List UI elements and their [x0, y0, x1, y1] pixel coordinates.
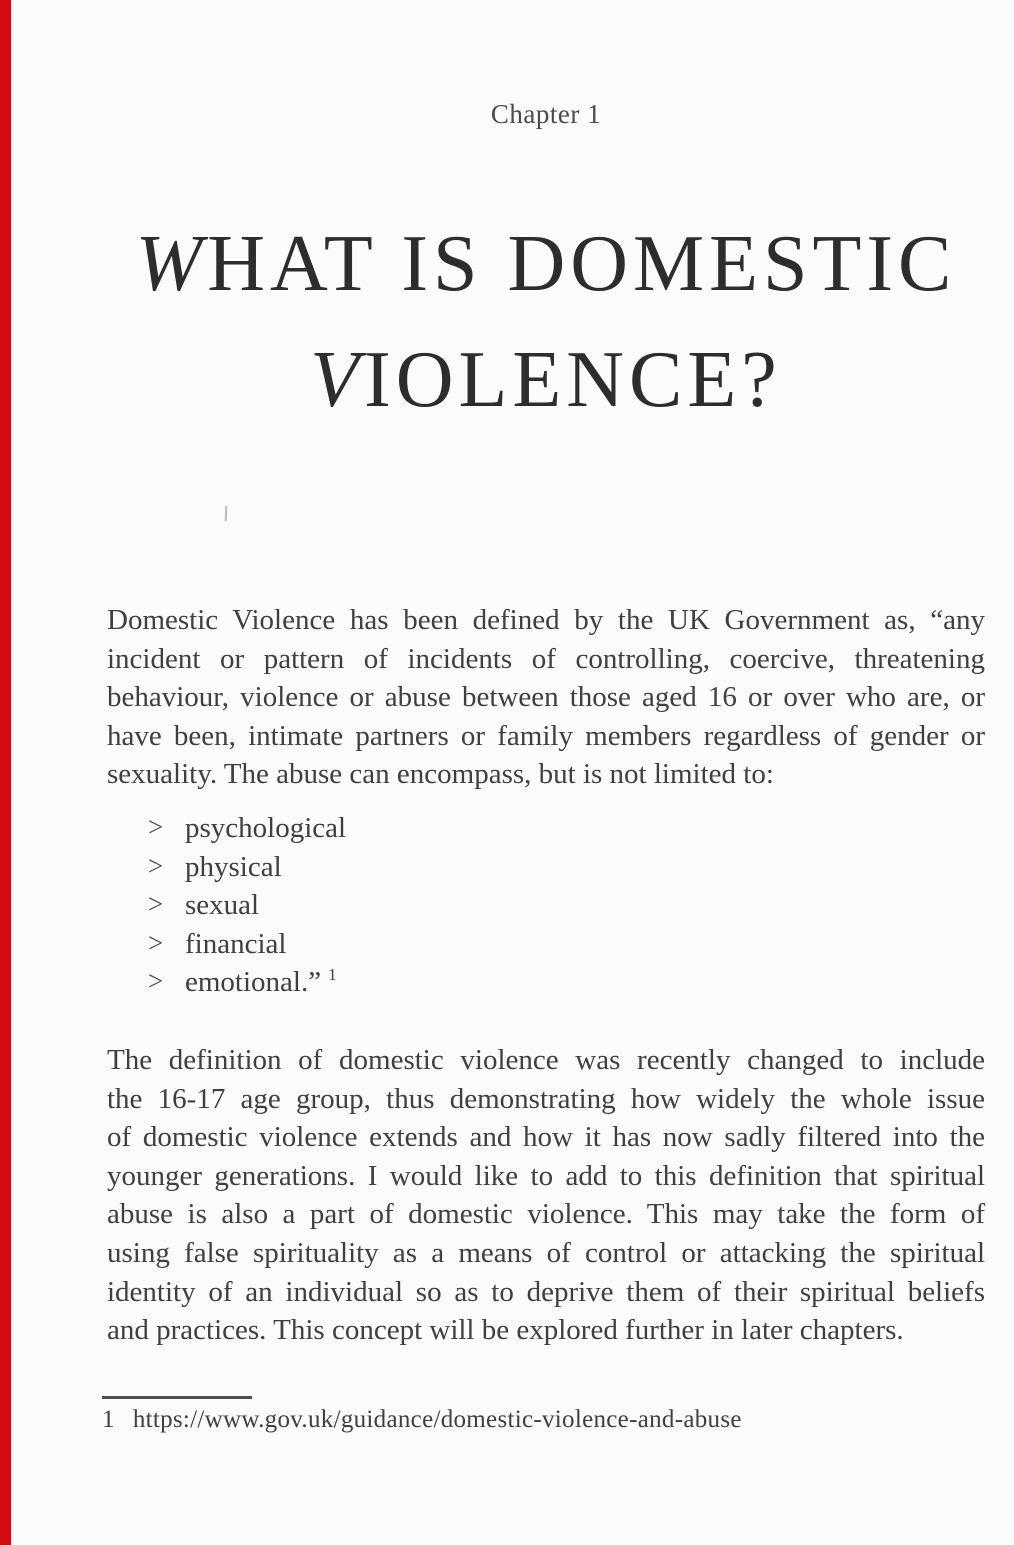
list-item-label: physical: [185, 850, 282, 883]
paragraph-line: and practices. This concept will be explored further in later chapters.: [107, 1314, 904, 1347]
list-item: [107, 925, 985, 964]
paragraph-line: using false spirituality as a means of control or attacking the spiritual: [107, 1236, 985, 1269]
paragraph-line: abuse is also a part of domestic violence. This may take the form of: [107, 1198, 985, 1231]
paragraph-line: incident or pattern of incidents of controlling, coercive, threatening: [107, 642, 985, 675]
list-item-label: financial: [185, 927, 287, 960]
paragraph-line: younger generations. I would like to add to this definition that spiritual: [107, 1159, 985, 1192]
paragraph-line: behaviour, violence or abuse between those aged 16 or over who are, or: [107, 681, 985, 714]
paragraph-commentary: [107, 1041, 985, 1350]
chevron-bullet-icon: >: [148, 812, 164, 842]
paragraph-line: of domestic violence extends and how it has now sadly filtered into the: [107, 1121, 985, 1154]
footnote-number: 1: [102, 1406, 115, 1433]
chevron-bullet-icon: >: [148, 966, 164, 996]
footnote-divider: [102, 1396, 252, 1399]
chapter-label: Chapter 1: [490, 99, 602, 129]
list-item: [107, 848, 985, 887]
paragraph-line: sexuality. The abuse can encompass, but is not limited to:: [107, 758, 774, 791]
page-title: [107, 206, 985, 438]
paragraph-line: the 16-17 age group, thus demonstrating how widely the whole issue: [107, 1082, 985, 1115]
paragraph-line: have been, intimate partners or family members regardless of gender or: [107, 719, 985, 752]
list-item: [107, 809, 985, 848]
list-item-label: psychological: [185, 812, 347, 844]
paragraph-definition: [107, 601, 985, 794]
chevron-bullet-icon: >: [148, 927, 164, 958]
list-item-label: emotional.”: [185, 966, 322, 998]
paragraph-line: The definition of domestic violence was recently changed to include: [107, 1044, 985, 1076]
chevron-bullet-icon: >: [148, 889, 164, 919]
red-edge-stripe: [0, 0, 11, 1545]
page-content: [102, 0, 985, 1545]
list-item: [107, 886, 985, 925]
chevron-bullet-icon: >: [148, 850, 164, 881]
list-item: [107, 963, 985, 1002]
page-title-line-1: WHAT IS DOMESTIC: [135, 220, 957, 308]
footnote: [102, 1406, 742, 1434]
paragraph-line: identity of an individual so as to deprive them of their spiritual beliefs: [107, 1275, 985, 1308]
footnote-reference: 1: [328, 965, 337, 985]
footnote-url: https://www.gov.uk/guidance/domestic-violence-and-abuse: [132, 1406, 742, 1433]
abuse-types-list: [107, 809, 985, 1002]
list-item-label: sexual: [185, 889, 260, 921]
page-title-line-2: VIOLENCE?: [310, 336, 782, 424]
paragraph-line: Domestic Violence has been defined by the UK Government as, “any: [107, 604, 985, 636]
